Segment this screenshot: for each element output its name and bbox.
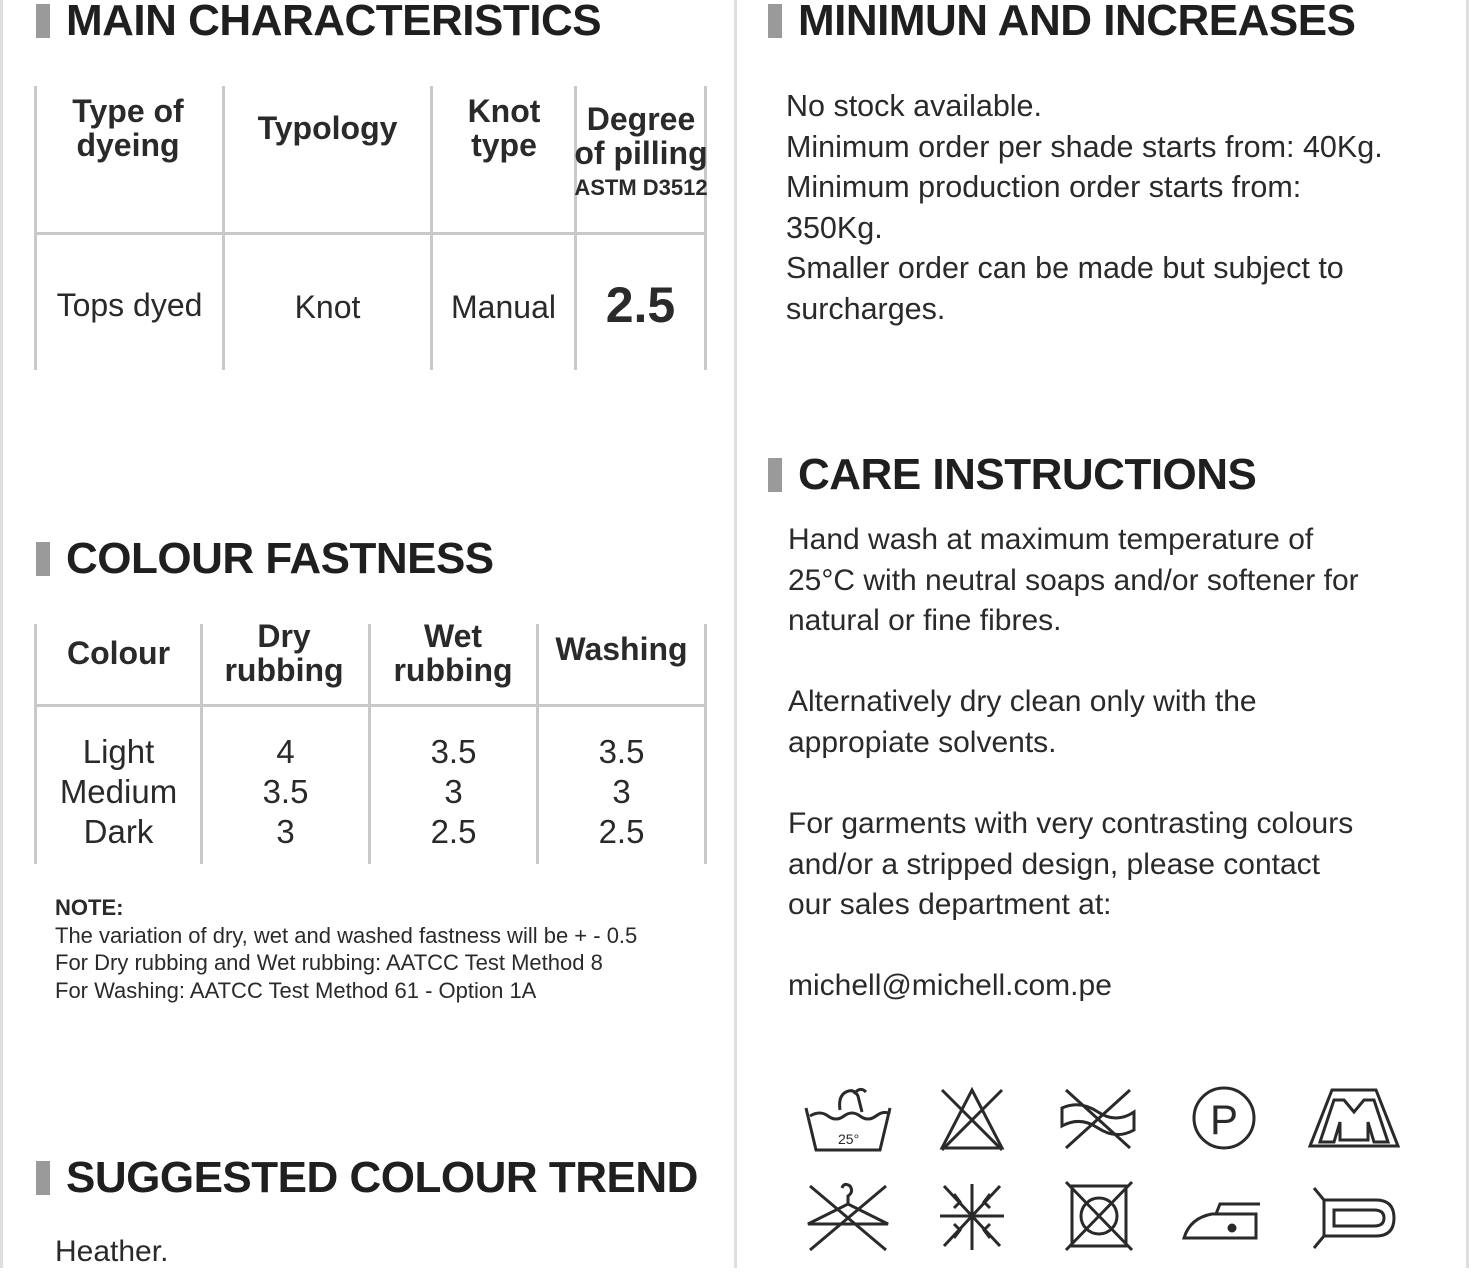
do-not-hang-dry-icon	[800, 1180, 896, 1252]
do-not-tumble-dry-icon	[1050, 1180, 1146, 1252]
wet-rubbing-cell: 2.5	[430, 813, 477, 850]
main-characteristics-title: MAIN CHARACTERISTICS	[66, 0, 602, 45]
heading-marker	[768, 458, 782, 492]
minimum-line: Minimum production order starts from:	[786, 170, 1302, 204]
heading-marker	[768, 4, 782, 38]
dry-clean-letter: P	[1210, 1096, 1239, 1143]
minimum-line: No stock available.	[786, 89, 1042, 123]
do-not-bleach-icon	[924, 1082, 1020, 1154]
minimum-line: Minimum order per shade starts from: 40Kg.	[786, 129, 1383, 164]
care-symbols	[800, 1082, 1410, 1252]
dry-clean-icon	[1306, 1180, 1402, 1252]
main-characteristics-heading	[36, 0, 601, 46]
column-divider	[734, 0, 737, 1268]
dry-clean-p-icon	[1176, 1082, 1272, 1154]
care-line: our sales department at:	[788, 888, 1112, 921]
colour-fastness-table	[34, 618, 708, 864]
header-dry-rubbing: Dry rubbing	[224, 618, 344, 688]
washing-cell: 2.5	[598, 813, 645, 850]
colour-fastness-heading	[36, 534, 494, 584]
colour-cell: Light	[82, 733, 155, 770]
header-type-of-dyeing: Type of dyeing	[72, 93, 184, 163]
colour-column	[37, 732, 200, 852]
dry-rubbing-cell: 4	[276, 733, 295, 770]
care-line: and/or a stripped design, please contact	[788, 847, 1321, 881]
wash-temperature-label: 25°	[838, 1131, 860, 1147]
wet-rubbing-cell: 3.5	[430, 733, 477, 770]
main-characteristics-table	[34, 86, 708, 370]
care-paragraph-3	[788, 804, 1353, 926]
header-wet-rubbing: Wet rubbing	[393, 618, 513, 688]
suggested-colour-trend-heading	[36, 1153, 698, 1203]
header-knot-type: Knot type	[467, 93, 541, 163]
fastness-note	[55, 894, 637, 1004]
care-line: For garments with very contrasting colours	[788, 807, 1354, 840]
minimum-and-increases-title: MINIMUN AND INCREASES	[798, 0, 1356, 45]
dry-rubbing-cell: 3.5	[262, 773, 309, 810]
dry-rubbing-cell: 3	[276, 813, 295, 850]
minimum-and-increases-heading	[768, 0, 1355, 46]
value-typology: Knot	[294, 288, 361, 325]
note-line: The variation of dry, wet and washed fastness will be + - 0.5	[55, 922, 638, 948]
heading-marker	[36, 542, 50, 576]
washing-cell: 3	[612, 773, 631, 810]
value-degree-of-pilling: 2.5	[605, 277, 676, 333]
header-colour: Colour	[66, 635, 171, 672]
care-line: Alternatively dry clean only with the	[788, 685, 1257, 718]
colour-fastness-title: COLOUR FASTNESS	[66, 534, 494, 583]
minimum-line: surcharges.	[786, 291, 946, 326]
wet-rubbing-column	[371, 732, 536, 852]
pilling-standard-label: ASTM D3512	[574, 174, 708, 200]
iron-low-icon	[1176, 1180, 1272, 1252]
care-instructions-heading	[768, 450, 1256, 500]
suggested-colour-trend-text: Heather.	[55, 1235, 169, 1268]
wet-rubbing-cell: 3	[444, 773, 463, 810]
dry-flat-icon	[1306, 1082, 1402, 1154]
care-line: Hand wash at maximum temperature of	[788, 523, 1314, 556]
care-line: appropiate solvents.	[788, 725, 1057, 759]
care-instructions-title: CARE INSTRUCTIONS	[798, 450, 1257, 499]
washing-cell: 3.5	[598, 733, 645, 770]
do-not-steam-icon	[924, 1180, 1020, 1252]
left-page-border	[0, 0, 3, 1268]
care-paragraph-1	[788, 520, 1359, 642]
care-paragraph-2	[788, 682, 1257, 763]
note-line: For Dry rubbing and Wet rubbing: AATCC Test Method 8	[55, 950, 603, 975]
minimum-line: 350Kg.	[786, 210, 883, 245]
heading-marker	[36, 1161, 50, 1195]
header-typology: Typology	[257, 110, 398, 147]
colour-cell: Dark	[83, 813, 154, 850]
note-title: NOTE:	[55, 895, 124, 920]
hand-wash-25-icon	[800, 1082, 896, 1154]
sales-email[interactable]: michell@michell.com.pe	[788, 969, 1112, 1002]
do-not-wring-icon	[1050, 1082, 1146, 1154]
heading-marker	[36, 4, 50, 38]
washing-column	[539, 732, 704, 852]
minimum-and-increases-text	[786, 86, 1383, 329]
care-line: 25°C with neutral soaps and/or softener for	[788, 563, 1359, 597]
value-knot-type: Manual	[451, 288, 556, 325]
suggested-colour-trend-title: SUGGESTED COLOUR TREND	[66, 1153, 698, 1202]
degree-of-pilling-label: Degree of pilling	[574, 101, 708, 171]
minimum-line: Smaller order can be made but subject to	[786, 251, 1344, 285]
dry-rubbing-column	[203, 732, 368, 852]
care-line: natural or fine fibres.	[788, 604, 1062, 637]
header-washing: Washing	[555, 631, 688, 668]
note-line: For Washing: AATCC Test Method 61 - Option 1A	[55, 977, 537, 1003]
header-degree-of-pilling	[574, 90, 708, 214]
colour-cell: Medium	[59, 773, 178, 810]
value-type-of-dyeing: Tops dyed	[56, 286, 203, 323]
